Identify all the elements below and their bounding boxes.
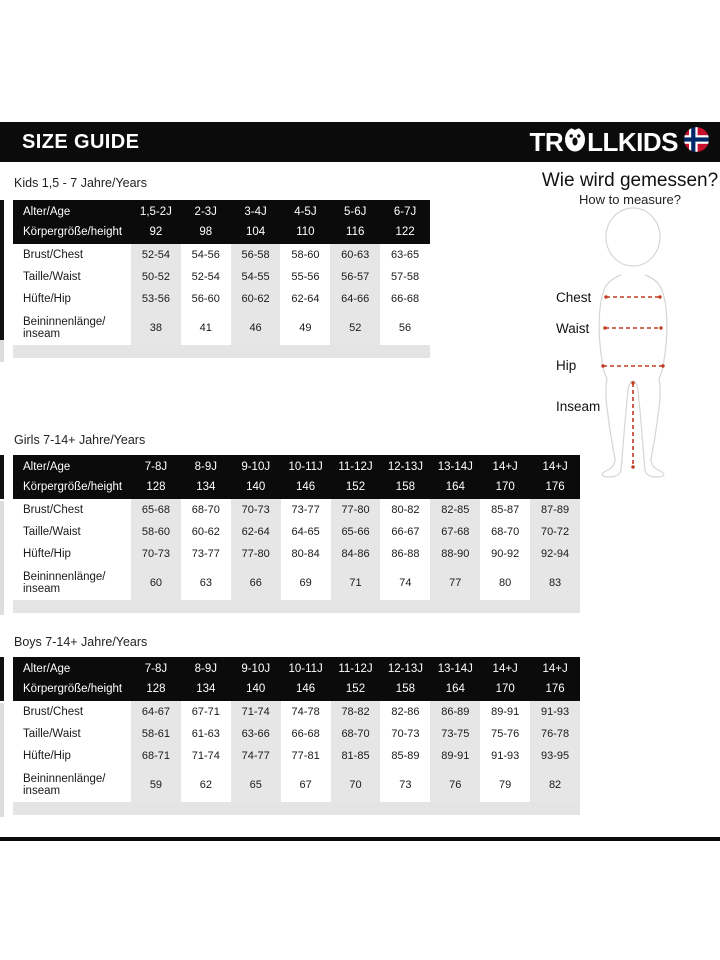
value-cell: 78-82 <box>331 701 381 723</box>
value-cell: 70-72 <box>530 521 580 543</box>
value-cell: 77-80 <box>231 543 281 565</box>
table-body <box>13 499 580 600</box>
value-cell: 71 <box>331 565 381 600</box>
row-label: Taille/Waist <box>23 728 81 740</box>
value-cell: 91-93 <box>491 750 520 762</box>
header-cell: 128 <box>146 683 166 695</box>
header-cell: 146 <box>296 481 316 493</box>
value-cell: 62-64 <box>291 293 320 305</box>
value-cell: 80-84 <box>291 548 320 560</box>
value-cell: 64-65 <box>291 526 320 538</box>
header-cell: 1,5-2J <box>139 206 172 218</box>
table-footer <box>13 345 430 358</box>
value-cell: 49 <box>299 321 312 334</box>
header-cell: 176 <box>545 683 565 695</box>
value-cell: 92-94 <box>530 543 580 565</box>
girls-section-title: Girls 7-14+ Jahre/Years <box>14 433 146 447</box>
header-cell: 164 <box>445 481 465 493</box>
header-cell: 12-13J <box>387 461 423 473</box>
value-cell: 71-74 <box>231 701 281 723</box>
girls-size-table <box>13 455 580 613</box>
table-header <box>13 200 430 244</box>
header-cell: 158 <box>395 481 415 493</box>
value-cell: 82 <box>530 767 580 802</box>
header-cell: 7-8J <box>144 461 168 473</box>
value-cell: 63 <box>199 576 212 589</box>
body-row <box>13 565 580 600</box>
page-edge-artifact <box>0 703 4 817</box>
page-edge-artifact <box>0 501 4 615</box>
body-row <box>13 521 580 543</box>
header-cell: 11-12J <box>338 461 373 473</box>
value-cell: 60-62 <box>191 526 220 538</box>
measure-label-hip: Hip <box>556 358 577 373</box>
value-cell: 79 <box>499 778 512 791</box>
measure-subheading: How to measure? <box>579 192 681 207</box>
header-row <box>13 679 580 699</box>
page-edge-artifact <box>0 657 4 701</box>
value-cell: 77 <box>430 565 480 600</box>
header-cell: 6-7J <box>393 206 417 218</box>
header-cell: 98 <box>199 226 213 238</box>
header-cell: 8-9J <box>194 663 218 675</box>
body-row <box>13 266 430 288</box>
value-cell: 90-92 <box>491 548 520 560</box>
page-edge-artifact <box>0 455 4 499</box>
header-row-label: Körpergröße/height <box>23 226 123 238</box>
value-cell: 88-90 <box>430 543 480 565</box>
body-row <box>13 745 580 767</box>
header-cell: 2-3J <box>194 206 217 218</box>
value-cell: 63-66 <box>231 723 281 745</box>
value-cell: 75-76 <box>491 728 520 740</box>
body-row <box>13 288 430 310</box>
header-cell: 7-8J <box>144 663 168 675</box>
value-cell: 58-61 <box>131 723 181 745</box>
value-cell: 71-74 <box>191 750 220 762</box>
value-cell: 69 <box>299 576 312 589</box>
value-cell: 54-55 <box>231 266 281 288</box>
header-cell: 10-11J <box>288 461 323 473</box>
header-cell: 158 <box>395 683 415 695</box>
value-cell: 91-93 <box>530 701 580 723</box>
value-cell: 64-67 <box>131 701 181 723</box>
value-cell: 70 <box>331 767 381 802</box>
header-cell: 146 <box>296 683 316 695</box>
header-cell: 176 <box>545 481 565 493</box>
value-cell: 65 <box>231 767 281 802</box>
value-cell: 77-80 <box>331 499 381 521</box>
header-row-label: Alter/Age <box>23 461 71 473</box>
value-cell: 56 <box>398 321 412 334</box>
value-cell: 73 <box>399 778 412 791</box>
value-cell: 70-73 <box>231 499 281 521</box>
header-row-label: Alter/Age <box>23 206 71 218</box>
value-cell: 58-60 <box>131 521 181 543</box>
value-cell: 60 <box>131 565 181 600</box>
kids-section-title: Kids 1,5 - 7 Jahre/Years <box>14 176 147 190</box>
body-outline-figure <box>540 205 720 480</box>
page-title: SIZE GUIDE <box>22 130 140 153</box>
value-cell: 62-64 <box>231 521 281 543</box>
value-cell: 82-86 <box>391 706 420 718</box>
value-cell: 38 <box>131 310 181 345</box>
row-label: Beininnenlänge/ inseam <box>23 772 106 797</box>
value-cell: 74-78 <box>291 706 320 718</box>
value-cell: 86-89 <box>430 701 480 723</box>
header-cell: 8-9J <box>194 461 218 473</box>
value-cell: 76-78 <box>530 723 580 745</box>
value-cell: 89-91 <box>430 745 480 767</box>
header-cell: 170 <box>495 683 515 695</box>
value-cell: 77-81 <box>291 750 320 762</box>
value-cell: 87-89 <box>530 499 580 521</box>
boys-size-table <box>13 657 580 815</box>
value-cell: 84-86 <box>331 543 381 565</box>
value-cell: 80-82 <box>391 504 420 516</box>
value-cell: 68-71 <box>131 745 181 767</box>
value-cell: 68-70 <box>331 723 381 745</box>
header-cell: 134 <box>196 683 216 695</box>
value-cell: 58-60 <box>291 249 320 261</box>
value-cell: 52-54 <box>191 271 220 283</box>
value-cell: 85-89 <box>391 750 420 762</box>
table-body <box>13 244 430 345</box>
table-body <box>13 701 580 802</box>
brand-text-post: LLKIDS <box>587 127 678 157</box>
header-cell: 9-10J <box>241 663 271 675</box>
value-cell: 46 <box>231 310 281 345</box>
value-cell: 57-58 <box>390 271 420 283</box>
value-cell: 73-77 <box>191 548 220 560</box>
value-cell: 66-68 <box>390 293 420 305</box>
value-cell: 66 <box>231 565 281 600</box>
value-cell: 81-85 <box>331 745 381 767</box>
header-cell: 14+J <box>542 461 568 473</box>
brand-logo <box>529 126 720 158</box>
value-cell: 52 <box>330 310 380 345</box>
value-cell: 74 <box>399 576 412 589</box>
header-row <box>13 659 580 679</box>
header-row-label: Alter/Age <box>23 663 71 675</box>
table-footer <box>13 600 580 613</box>
value-cell: 82-85 <box>430 499 480 521</box>
header-cell: 5-6J <box>344 206 367 218</box>
body-row <box>13 723 580 745</box>
body-row <box>13 310 430 345</box>
header-cell: 152 <box>345 683 366 695</box>
row-label: Hüfte/Hip <box>23 548 71 560</box>
value-cell: 83 <box>530 565 580 600</box>
row-label: Brust/Chest <box>23 504 84 516</box>
value-cell: 85-87 <box>491 504 520 516</box>
table-header <box>13 455 580 499</box>
value-cell: 54-56 <box>191 249 220 261</box>
row-label: Hüfte/Hip <box>23 750 71 762</box>
value-cell: 56-60 <box>191 293 220 305</box>
header-cell: 164 <box>445 683 465 695</box>
measure-label-inseam: Inseam <box>556 399 601 414</box>
measure-heading-block <box>540 169 720 208</box>
value-cell: 50-52 <box>131 266 181 288</box>
value-cell: 73-75 <box>430 723 480 745</box>
header-cell: 104 <box>245 226 266 238</box>
value-cell: 86-88 <box>391 548 420 560</box>
header-cell: 140 <box>246 683 266 695</box>
header-cell: 140 <box>246 481 266 493</box>
header-cell: 3-4J <box>244 206 267 218</box>
header-bar <box>0 122 720 162</box>
row-label: Taille/Waist <box>23 526 81 538</box>
brand-text-pre: TR <box>529 127 564 157</box>
body-row <box>13 244 430 266</box>
row-label: Brust/Chest <box>23 706 84 718</box>
measure-heading: Wie wird gemessen? <box>541 170 719 191</box>
table-footer <box>13 802 580 815</box>
value-cell: 64-66 <box>330 288 380 310</box>
troll-face-icon <box>564 126 586 158</box>
header-cell: 13-14J <box>437 461 473 473</box>
body-row <box>13 543 580 565</box>
bottom-divider-rule <box>0 837 720 841</box>
row-label: Beininnenlänge/ inseam <box>23 315 106 340</box>
measure-label-waist: Waist <box>556 321 590 336</box>
value-cell: 68-70 <box>491 526 520 538</box>
page-edge-artifact <box>0 200 4 340</box>
value-cell: 60-62 <box>231 288 281 310</box>
value-cell: 67-68 <box>430 521 480 543</box>
value-cell: 70-73 <box>131 543 181 565</box>
value-cell: 60-63 <box>330 244 380 266</box>
header-cell: 10-11J <box>288 663 323 675</box>
value-cell: 68-70 <box>191 504 220 516</box>
header-cell: 122 <box>395 226 415 238</box>
value-cell: 76 <box>430 767 480 802</box>
value-cell: 56-57 <box>330 266 380 288</box>
measure-label-chest: Chest <box>556 290 592 305</box>
header-row <box>13 477 580 497</box>
header-cell: 134 <box>196 481 216 493</box>
header-row-label: Körpergröße/height <box>23 683 123 695</box>
header-cell: 152 <box>345 481 366 493</box>
value-cell: 41 <box>199 321 212 334</box>
header-cell: 116 <box>346 226 365 238</box>
header-cell: 9-10J <box>241 461 271 473</box>
header-cell: 13-14J <box>437 663 473 675</box>
value-cell: 61-63 <box>191 728 220 740</box>
header-cell: 11-12J <box>338 663 373 675</box>
row-label: Taille/Waist <box>23 271 81 283</box>
header-cell: 4-5J <box>294 206 317 218</box>
header-row <box>13 457 580 477</box>
value-cell: 52-54 <box>131 244 181 266</box>
value-cell: 67 <box>299 778 312 791</box>
header-cell: 14+J <box>492 461 518 473</box>
value-cell: 63-65 <box>390 249 420 261</box>
header-row <box>13 202 430 222</box>
header-cell: 170 <box>495 481 515 493</box>
value-cell: 53-56 <box>131 288 181 310</box>
value-cell: 59 <box>131 767 181 802</box>
value-cell: 70-73 <box>391 728 420 740</box>
value-cell: 93-95 <box>530 745 580 767</box>
body-row <box>13 499 580 521</box>
header-cell: 128 <box>146 481 166 493</box>
value-cell: 89-91 <box>491 706 520 718</box>
value-cell: 56-58 <box>231 244 281 266</box>
header-cell: 12-13J <box>387 663 423 675</box>
value-cell: 66-68 <box>291 728 320 740</box>
header-cell: 110 <box>296 226 315 238</box>
value-cell: 55-56 <box>291 271 320 283</box>
header-cell: 92 <box>149 226 163 238</box>
row-label: Brust/Chest <box>23 249 84 261</box>
page-edge-artifact <box>0 340 4 362</box>
row-label: Hüfte/Hip <box>23 293 71 305</box>
boys-section-title: Boys 7-14+ Jahre/Years <box>14 635 148 649</box>
body-row <box>13 767 580 802</box>
table-header <box>13 657 580 701</box>
value-cell: 65-68 <box>131 499 181 521</box>
kids-size-table <box>13 200 430 358</box>
value-cell: 62 <box>199 778 212 791</box>
header-row-label: Körpergröße/height <box>23 481 123 493</box>
header-cell: 14+J <box>542 663 568 675</box>
value-cell: 66-67 <box>391 526 420 538</box>
row-label: Beininnenlänge/ inseam <box>23 570 106 595</box>
header-row <box>13 222 430 242</box>
norway-flag-icon <box>683 126 710 158</box>
value-cell: 67-71 <box>191 706 220 718</box>
value-cell: 80 <box>499 576 512 589</box>
body-row <box>13 701 580 723</box>
value-cell: 73-77 <box>291 504 320 516</box>
value-cell: 65-66 <box>331 521 381 543</box>
header-cell: 14+J <box>492 663 518 675</box>
value-cell: 74-77 <box>231 745 281 767</box>
